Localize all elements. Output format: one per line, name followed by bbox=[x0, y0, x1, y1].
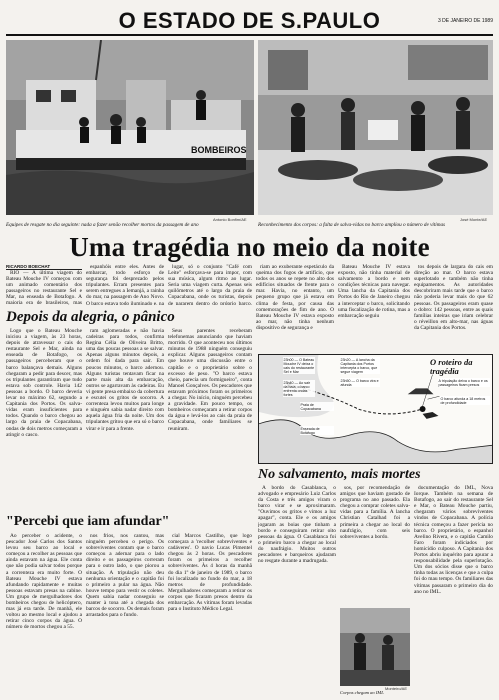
rescue-boat-illustration bbox=[6, 40, 254, 215]
paragraph: nos frios, nos cantou, mas ninguém percebeu o perigo. Os sobreviventes contam que o barco começou a adernar para o lado direito e os passageiros correram para o outro lado, o que piorou a situação. A tripulação não deu nenhuma orientação e o capitão foi o primeiro a pular na água. Não houve tempo para vestir os coletes. Quem sabia nadar conseguiu se manter à tona até a chegada dos barcos de socorro. Os demais foram arrastados para o fundo. bbox=[86, 533, 164, 619]
photo-credit-left: Antonio Bonfim/AE bbox=[213, 217, 247, 222]
subheadline-quote: "Percebi que iam afundar" bbox=[6, 514, 170, 529]
article-column bbox=[414, 264, 493, 350]
article-column bbox=[258, 485, 336, 695]
paragraph: espanhóis entre eles. Antes de embarcar, todo esforço de segurança foi desprezado pelos tripulantes. Erram presentes para serem entregues a Iemanjá, a rainha do mar, na passagem de Ano Novo. O barco estava todo iluminado e, na bbox=[86, 264, 164, 305]
photo-caption-right: Reconhecimento dos corpos: a falta de salva-vidas no barco ampliou o número de vítimas bbox=[258, 222, 446, 228]
paragraph: tos depois de largara do cais em direção ao mar. O barco estava superlotado e também não tinha equipamentos. As autoridades descobriram mais tarde que o barco não poderia levar mais do que 62 pessoas. Os passageiros eram quase o dobro: 142 pessoas, entre as quais famílias inteiras que iriam celebrar o réveillon em alto-mar, nas águas da Capitania dos Portos. bbox=[414, 264, 493, 331]
article-column bbox=[168, 264, 252, 305]
newspaper-title: O ESTADO DE S.PAULO bbox=[118, 8, 381, 33]
photo-credit-small: Monteiro/AE bbox=[385, 686, 408, 691]
paragraph: RIO — A última viagem do Bateau Mouche IV começou com um animado comentário dos passageiros no restaurante Sel e Mar, na enseada de Botafogo. A maioria era de brasileiros, mas bbox=[6, 270, 82, 305]
bodies-photo bbox=[258, 40, 493, 215]
rescue-boat-photo bbox=[6, 40, 254, 215]
article-column bbox=[256, 264, 334, 350]
article-column bbox=[86, 264, 164, 305]
paragraph: cial Marcos Castilho, que logo começara a 'recolher sobreviventes e cadáveres'. O navio Lucas Pimentel chegou às 2 horas. Os pescadores foram os primeiros a recolher sobreviventes. Às 4 horas da manhã do dia 1º de janeiro de 1989, o barco foi localizado no fundo do mar, a 18 metros de profundidade. Mergulhadores começaram a retirar os corpos que ficaram presos dentro da embarcação. As vítimas foram levadas para o Instituto Médico Legal. bbox=[168, 533, 252, 613]
article-column bbox=[168, 328, 252, 510]
masthead bbox=[6, 6, 493, 36]
map-annotation: Praia de Copacabana bbox=[300, 402, 334, 411]
identification-illustration bbox=[258, 40, 493, 215]
paragraph: riam ao exuberante espetáculo da queima dos fogos de artifício, que todos os anos se repete no alto dos edifícios situados de frente para o mar. Havia, no entanto, um pequeno grupo que já estava em clima de festa, por causa das comemorações de fim de ano. O Bateau Mouche IV estava exposto ao mar, não tinha nenhum dispositivo de segurança e bbox=[256, 264, 334, 331]
photo-credit-right: José Monte/AE bbox=[460, 217, 488, 222]
issue-date: 3 DE JANEIRO DE 1989 bbox=[437, 18, 493, 24]
byline: RICARDO BOECHAT bbox=[6, 264, 82, 270]
paragraph: lugar, só o conjunto "Café com Leite" esforçava-se para impor, com sua música, algum ritmo ao lugar. Seria uma viagem curta. Apenas seis quilômetros até o largo da praia de Copacabana, onde os turistas, depois de pararem dentro do próprio barco, bbox=[168, 264, 252, 305]
photo-caption-small: Corpos chegam ao IML bbox=[340, 690, 384, 695]
morgue-photo bbox=[340, 608, 410, 686]
paragraph: Seus parentes receberam telefonemas anunciando que haviam morrido. O que aconteceu nos últimos minutos de 1988 ninguém conseguiu explicar. Alguns passageiros contam que houve uma discussão entre o capitão e o proprietário sobre o excesso de peso. "O barco estava cheio, parecia um formigueiro", conta Manoel Gonçalves. Os pescadores que estavam próximos foram os primeiros a chegar. No início, ninguém percebeu a gravidade. Em pouco tempo, os bombeiros começaram a retirar corpos da água e levá-los ao cais da praia de Copacabana, onde familiares se reuniram. bbox=[168, 328, 252, 432]
paragraph: Bateau Mouche IV estava exposto, não tinha material de salvamento a bordo e nem condições técnicas para navegar. Uma lancha da Capitania dos Portos do Rio de Janeiro chegou a interceptar o barco, solicitando uma fiscalização de rotina, mas a embarcação seguiu bbox=[338, 264, 410, 319]
paragraph: A bordo do Casablanca, o advogado e empresário Luiz Carlos da Costa e três amigos viram o barco virar e se aproximaram. "Ouvimos os gritos e vimos a luz apagar", conta. Ele e os amigos jogaram as boias que tinham a bordo e conseguiram retirar oito pessoas da água. O Casablanca foi o primeiro barco a chegar ao local do naufrágio. Muitos outros pescadores e barqueiros ajudaram no resgate durante a madrugada. bbox=[258, 485, 336, 565]
paragraph: ram aglomeradas e não havia cadeiras para todos, confirma Regina Célia de Oliveira Britto, uma das poucas pessoas a se salvar. Apenas alguns minutos depois, a ordem foi dada para sair. Em poucos minutos, o barco adernou. Alguns turistas tentavam ficar na parte mais alta da embarcação, outros se agarravam às cadeiras. Eu vi gente presa embaixo da cobertura e escutei os gritos de socorro. A correnteza levou muitos para longe e ninguém sabia nadar direito com aquela água fria da noite. Um dos tripulantes gritou que era só o barco virar e ir para a frente. bbox=[86, 328, 164, 432]
article-column bbox=[414, 485, 493, 695]
subheadline-panic: Depois da alegria, o pânico bbox=[6, 309, 175, 325]
article-column bbox=[6, 270, 82, 305]
morgue-illustration bbox=[340, 608, 410, 686]
article-column bbox=[340, 485, 410, 605]
article-column bbox=[168, 533, 252, 695]
paragraph: documentação do IML, Nova Iorque. Também na semana de Botafogo, ao sair do restaurante Sel e Mar, o Bateau Mouche partiu, chegaram vários sobreviventes vindos de Copacabana. A polícia técnica começou a fazer perícia no barco. O proprietário, o espanhol Avelino Rivera, e o capitão Camilo Faro foram indiciados por homicídio culposo. A Capitania dos Portos abriu inquérito para apurar a responsabilidade pela superlotação. Um dos sócios disse que o barco tinha todas as licenças e que a culpa foi do mau tempo. Os familiares das vítimas passaram o primeiro dia do ano no IML. bbox=[414, 485, 493, 595]
main-headline: Uma tragédia no meio da noite bbox=[69, 232, 430, 262]
paragraph: Logo que o Bateau Mouche iniciou a viagem, às 23 horas, depois de atravessar o cais do restaurante Sel e Mar, ainda na enseada de Botafogo, os passageiros perceberam que o barco balançava demais. Alguns chegaram a pedir para descer, mas os tripulantes garantiram que tudo estava sob controle. Havia 142 pessoas a bordo. O barco deveria levar no máximo 62, segundo a Capitania dos Portos. Os salva-vidas eram insuficientes para todos. Quando o barco chegou ao largo da praia de Copacabana, ondas de dois metros começaram a atingir o casco. bbox=[6, 328, 82, 438]
article-column bbox=[86, 328, 164, 510]
map-annotation: 23h00 — O Bateau Mouche IV deixa o cais do restaurante Sel e Mar bbox=[283, 357, 315, 374]
article-column bbox=[6, 533, 82, 695]
article-column bbox=[338, 264, 410, 350]
subheadline-rescue: No salvamento, mais mortes bbox=[258, 467, 421, 482]
article-column bbox=[86, 533, 164, 695]
map-annotation: 23h50 — O barco vira e afunda bbox=[340, 378, 379, 387]
map-annotation: O barco afunda a 18 metros de profundidade bbox=[440, 396, 490, 405]
map-annotation: 23h40 — Ao sair da baía, o barco enfrenta ondas fortes bbox=[283, 380, 315, 397]
map-annotation: A tripulação deixa o barco e os passageiros ficam presos bbox=[438, 378, 490, 387]
map-annotation: 23h20 — A lancha da Capitania dos Portos intercepta o barco, que segue viagem bbox=[340, 357, 380, 374]
photo-caption-left: Equipes de resgate no dia seguinte: nada a fazer senão recolher mortos da passagem de ano bbox=[6, 222, 199, 228]
map-title: O roteiro da tragédia bbox=[430, 357, 473, 376]
article-column bbox=[6, 328, 82, 510]
map-annotation: Enseada de Botafogo bbox=[300, 426, 334, 435]
bombeiros-label: BOMBEIROS bbox=[191, 145, 247, 155]
paragraph: sos, por recomendação de amigos que haviam gostado de programa no ano passado. Ela chegou a comprar coletes salva-vidas para a família. A lancha Christian Catalhad foi a primeira a chegar ao local do naufrágio, com seis sobreviventes a bordo. bbox=[340, 485, 410, 540]
paragraph: Ao perceber o acidente, o pescador José Carlos dos Santos levou seu barco ao local e começou a recolher as pessoas que ainda estavam na água. Ele conta que não podia salvar todos porque a correnteza era muito forte. O Bateau Mouche IV estava afundando rapidamente e muitas pessoas estavam presas na cabine. Um grupo de mergulhadores dos bombeiros chegou de helicóptero, mas já era tarde. De manhã, ele voltou ao mesmo local e ajudou a retirar cinco corpos da água. O número de mortos chegou a 55. bbox=[6, 533, 82, 631]
